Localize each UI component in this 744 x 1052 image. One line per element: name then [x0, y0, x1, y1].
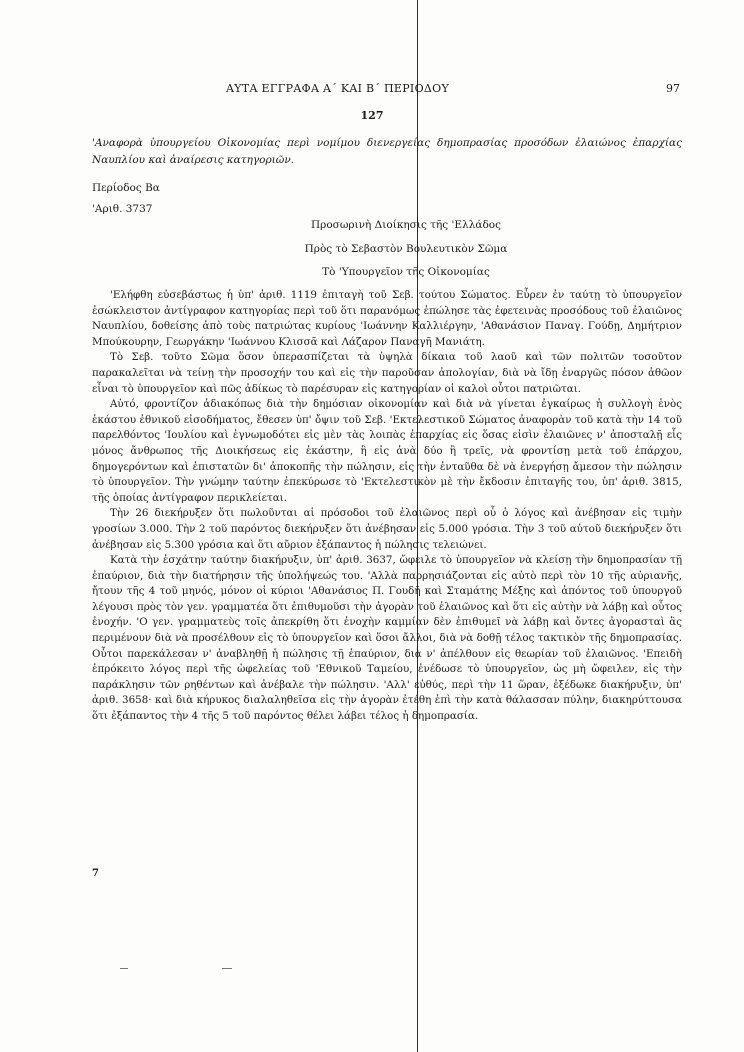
paragraph: Αὐτό, φροντίζον ἀδιακόπως διὰ τὴν δημόσιαν οἰκονομίαν καὶ διὰ νὰ γίνεται ἐγκαίρως ἡ συλλογὴ ἑνὸς ἑκάστου ἐθνικοῦ εἰσοδήματος, ἔθεσεν ὑπ' ὄψιν τοῦ Σεβ. 'Εκτελεστικοῦ Σώματος ἀναφορὰν τοῦ κατὰ τὴν 14 τοῦ παρελθόντος 'Ιουλίου καὶ ἐγνωμοδότει εἰς μὲν τὰς λοιπὰς ἐπαρχίας εἰς ὅσας εἰσὶν ἐλαιῶνες ν' ἀποσταλῇ εἷς μόνος ἄνθρωπος τῆς Διοικήσεως εἰς ἑκάστην, ἢ εἰς ἀνὰ δύο ἢ τρεῖς, νὰ φροντίσῃ μετὰ τοῦ ἐπάρχου, δημογερόντων καὶ ἐπιστατῶν δι' ἀποκοπῆς τὴν πώλησιν, εἰς τὴν ἐνταῦθα δὲ νὰ ἐνεργήσῃ ἄμεσον τὴν πώλησιν τὸ ὑπουργεῖον. Τὴν γνώμην ταύτην ἐπεκύρωσε τὸ 'Εκτελεστικὸν μὲ τὴν ἔκδοσιν ἐπιταγῆς του, ὑπ' ἀριθ. 3815, τῆς ὁποίας ἀντίγραφον περικλείεται. [92, 398, 682, 504]
sender-line: Προσωρινὴ Διοίκησις τῆς 'Ελλάδος [311, 219, 501, 231]
scan-mark [120, 968, 128, 969]
paragraph: Τὸ Σεβ. τοῦτο Σῶμα ὅσον ὑπερασπίζεται τὰ ὑψηλὰ δίκαια τοῦ λαοῦ καὶ τῶν πολιτῶν τοσοῦτον παρακαλεῖται νὰ τείνῃ τὴν προσοχήν του καὶ εἰς τὴν παροῦσαν ἀπολογίαν, διὰ νὰ ἴδῃ ἐναργῶς πόσον ἀθῶον εἶναι τὸ ὑπουργεῖον καὶ πῶς ἀδίκως τὸ παρέσυραν εἰς κατηγορίαν οἱ καλοὶ οὗτοι πατριῶται. [92, 351, 682, 395]
document-summary [92, 135, 682, 169]
document-number: 127 [360, 109, 384, 122]
running-title: ΑΥΤΑ ΕΓΓΡΑΦΑ Α΄ ΚΑΙ Β΄ ΠΕΡΙΟΔΟΥ [226, 82, 450, 95]
reference-number: 'Αριθ. 3737 [92, 203, 153, 215]
page-number: 97 [666, 82, 680, 95]
paragraph: 'Ελήφθη εὐσεβάστως ἡ ὑπ' ἀριθ. 1119 ἐπιταγὴ τοῦ Σεβ. τούτου Σώματος. Εὗρεν ἐν ταύτῃ τὸ ὑπουργεῖον ἐσώκλειστον ἀντίγραφον κατηγορίας περὶ τοῦ ὅτι παρανόμως ἐπώλησε τὰς ἐφετεινὰς προσόδους τοῦ ἐλαιῶνος Ναυπλίου, δοθείσης ἀπὸ τοὺς πατριώτας κυρίους 'Ιωάννην Καλλιέργην, 'Αθανάσιον Παναγ. Γούδῃ, Δημήτριον Μπούκουρην, Γεωργάκην 'Ιωάννου Κλισσᾶ καὶ Λάζαρον Παναγῆ Μανιάτη. [92, 289, 682, 348]
signature-number: 7 [92, 868, 99, 879]
scan-mark [222, 968, 232, 969]
paragraph: Τὴν 26 διεκήρυξεν ὅτι πωλοῦνται αἱ πρόσοδοι τοῦ ἐλαιῶνος περὶ οὗ ὁ λόγος καὶ ἀνέβησαν εἰς τιμὴν γροσίων 3.000. Τὴν 2 τοῦ παρόντος διεκήρυξεν ὅτι ἀνέβησαν εἰς 5.000 γρόσια. Τὴν 3 τοῦ αὐτοῦ διεκήρυξεν ὅτι ἀνέβησαν εἰς 5.300 γρόσια καὶ ὅτι αὔριον ἐξάπαντος ἡ πώλησις τελειώνει. [92, 507, 682, 551]
period-label: Περίοδος Βα [92, 182, 160, 194]
recipient-line: Πρὸς τὸ Σεβαστὸν Βουλευτικὸν Σῶμα [304, 243, 508, 255]
letter-body [92, 288, 682, 725]
ministry-line: Τὸ 'Υπουργεῖον τῆς Οἰκονομίας [322, 266, 490, 278]
paragraph: Κατὰ τὴν ἐσχάτην ταύτην διακήρυξιν, ὑπ' ἀριθ. 3637, ὤφειλε τὸ ὑπουργεῖον νὰ κλείσῃ τὴν δημοπρασίαν τῇ ἐπαύριον, διὰ τὴν διατήρησιν τῆς ὑπολήψεώς του. 'Αλλὰ παρρησιάζονται εἰς αὐτὸ περὶ τὸν 10 τῆς αὐριανῆς, ἤτουν τῆς 4 τοῦ μηνός, μόνον οἱ κύριοι 'Αθανάσιος Π. Γουδῆ καὶ Σταμάτης Μέξης καὶ ἀπόντος τοῦ ὑπουργοῦ λέγουσι πρὸς τὸν γεν. γραμματέα ὅτι ἐπιθυμοῦσι τὴν ἀγορὰν τοῦ ἐλαιῶνος καὶ ὅτι εἰς αὐτὴν νὰ λάβῃ καὶ οὗτος ἐνοχήν. 'Ο γεν. γραμματεὺς τοῖς ἀπεκρίθη ὅτι ἐνοχὴν καμμίαν δὲν ἐπιθυμεῖ νὰ λάβῃ καὶ ὄντες ἀγορασταὶ ἂς περιμένουν διὰ νὰ προσέλθουν εἰς τὸ ὑπουργεῖον καὶ ὅσοι ἄλλοι, διὰ νὰ δοθῇ τέλος τακτικὸν τῆς δημοπρασίας. Οὗτοι παρεκάλεσαν ν' ἀναβληθῇ ἡ πώλησις τῇ ἐπαύριον, διὰ ν' ἀπέλθουν εἰς θεωρίαν τοῦ ἐλαιῶνος. 'Επειδὴ ἐπρόκειτο λόγος περὶ τῆς ὠφελείας τοῦ 'Εθνικοῦ Ταμείου, ἐνέδωσε τὸ ὑπουργεῖον, ὡς μὴ ὤφειλεν, εἰς τὴν παράκλησιν τῶν ρηθέντων καὶ ἀνέβαλε τὴν πώλησιν. 'Αλλ' εὐθύς, περὶ τὴν 11 ὥραν, ἐξέδωκε διακήρυξιν, ὑπ' ἀριθ. 3658· καὶ διὰ κήρυκος διαλαληθεῖσα εἰς τὴν ἀγορὰν ἐτέθη ἐπὶ τὴν κατὰ θάλασσαν πύλην, διακηρύττουσα ὅτι ἐξάπαντος τὴν 4 τῆς 5 τοῦ παρόντος θέλει λάβει τέλος ἡ δημοπρασία. [92, 554, 682, 723]
summary-text: 'Αναφορὰ ὑπουργείου Οἰκονομίας περὶ νομίμου διενεργείας δημοπρασίας προσόδων ἐλαιώνος ἐπαρχίας Ναυπλίου καὶ ἀναίρεσις κατηγοριῶν. [92, 137, 682, 166]
